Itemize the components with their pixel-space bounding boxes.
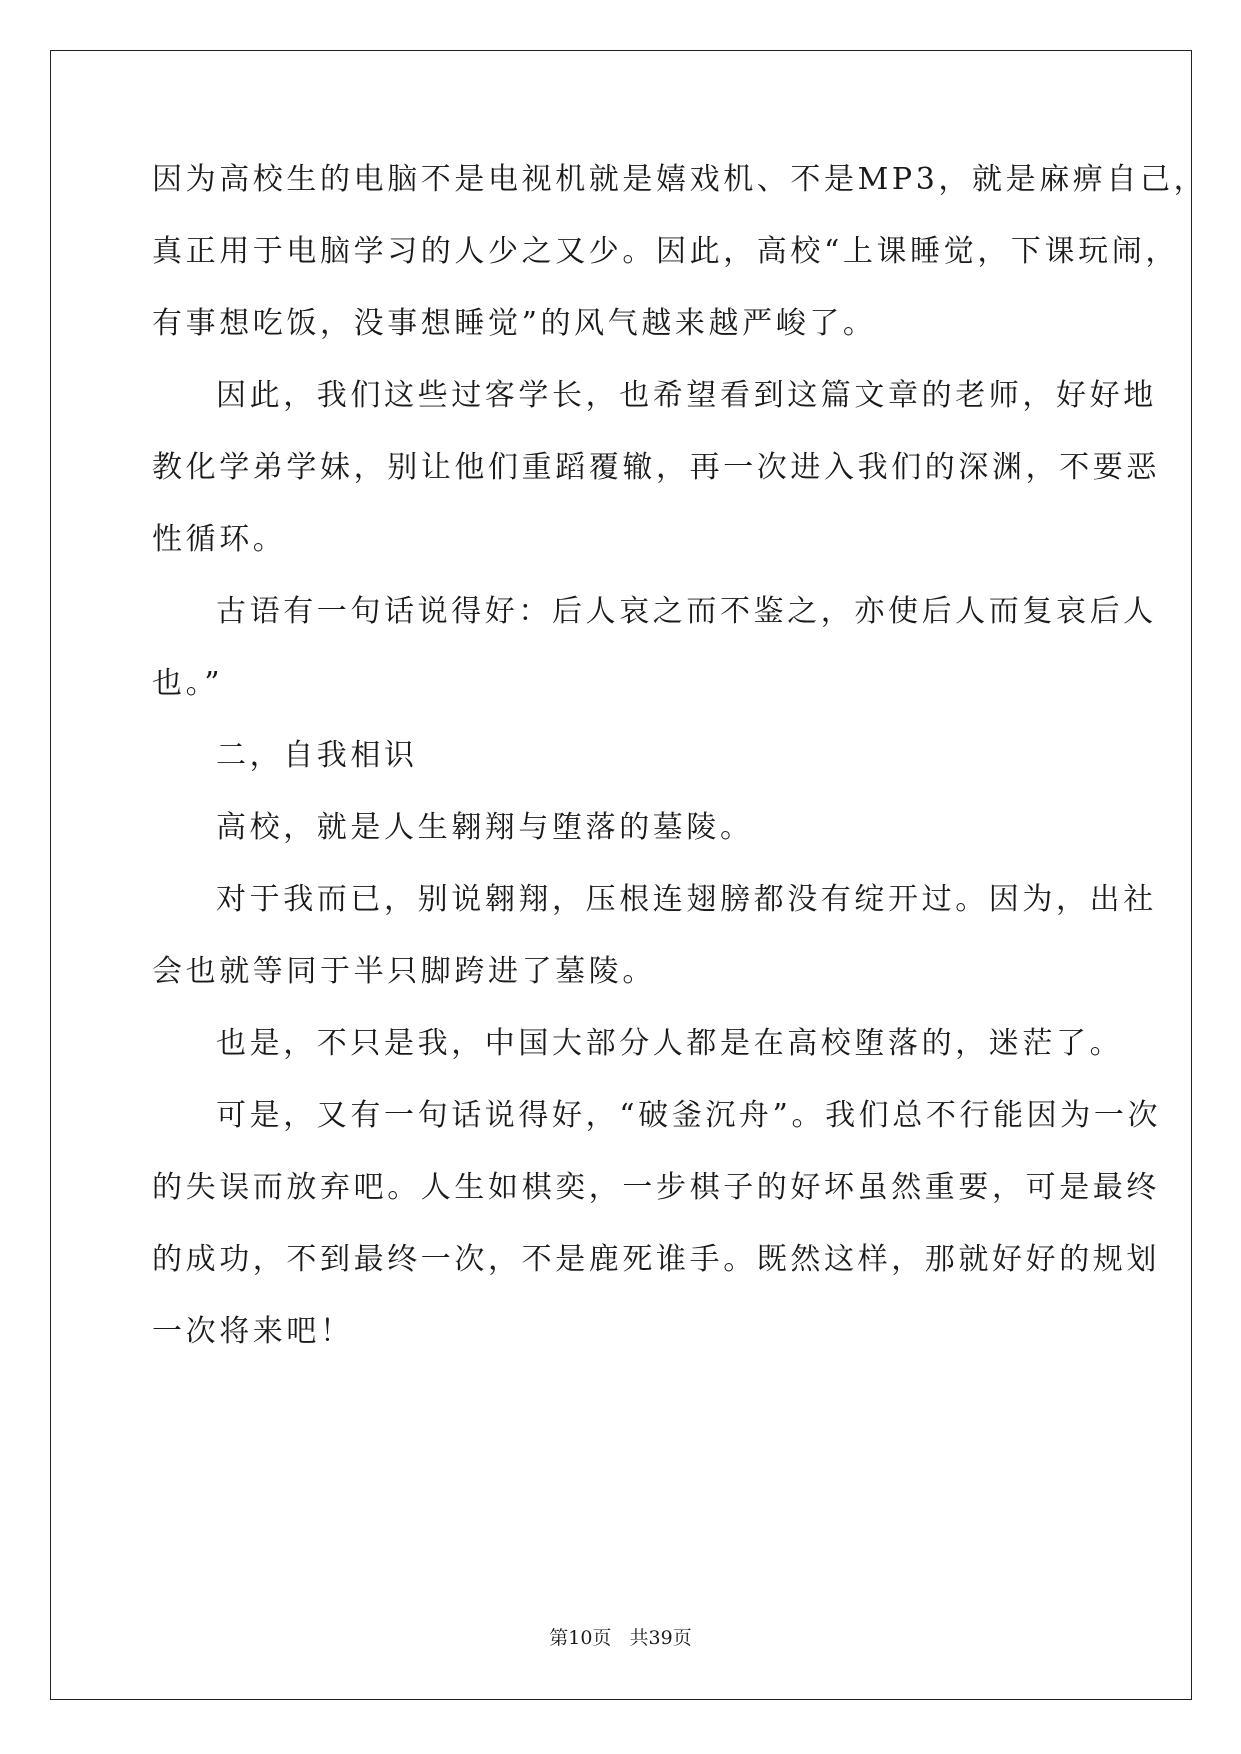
text-line: 有事想吃饭，没事想睡觉”的风气越来越严峻了。 (152, 306, 877, 341)
text-line: 会也就等同于半只脚跨进了墓陵。 (152, 954, 656, 989)
text-line: 因为高校生的电脑不是电视机就是嬉戏机、不是MP3，就是麻痹自己， (152, 162, 1208, 197)
page-border (50, 50, 1192, 1700)
text-line: 真正用于电脑学习的人少之又少。因此，高校“上课睡觉，下课玩闹， (152, 234, 1179, 269)
page-number: 第10页 共39页 (549, 1627, 692, 1649)
text-line: 高校，就是人生翱翔与堕落的墓陵。 (216, 810, 754, 845)
text-line: 性循环。 (152, 522, 287, 557)
text-line: 的失误而放弃吧。人生如棋奕，一步棋子的好坏虽然重要，可是最终 (152, 1170, 1160, 1205)
text-line: 可是，又有一句话说得好，“破釜沉舟”。我们总不行能因为一次 (216, 1098, 1162, 1133)
text-line: 对于我而已，别说翱翔，压根连翅膀都没有绽开过。因为，出社 (216, 882, 1157, 917)
text-line: 因此，我们这些过客学长，也希望看到这篇文章的老师，好好地 (216, 378, 1157, 413)
section-heading: 二，自我相识 (216, 738, 418, 773)
text-line: 一次将来吧！ (152, 1314, 354, 1349)
text-line: 也。” (152, 666, 224, 701)
text-line: 古语有一句话说得好：后人哀之而不鉴之，亦使后人而复哀后人 (216, 594, 1157, 629)
text-line: 教化学弟学妹，别让他们重蹈覆辙，再一次进入我们的深渊，不要恶 (152, 450, 1160, 485)
text-line: 也是，不只是我，中国大部分人都是在高校堕落的，迷茫了。 (216, 1026, 1124, 1061)
text-line: 的成功，不到最终一次，不是鹿死谁手。既然这样，那就好好的规划 (152, 1242, 1160, 1277)
